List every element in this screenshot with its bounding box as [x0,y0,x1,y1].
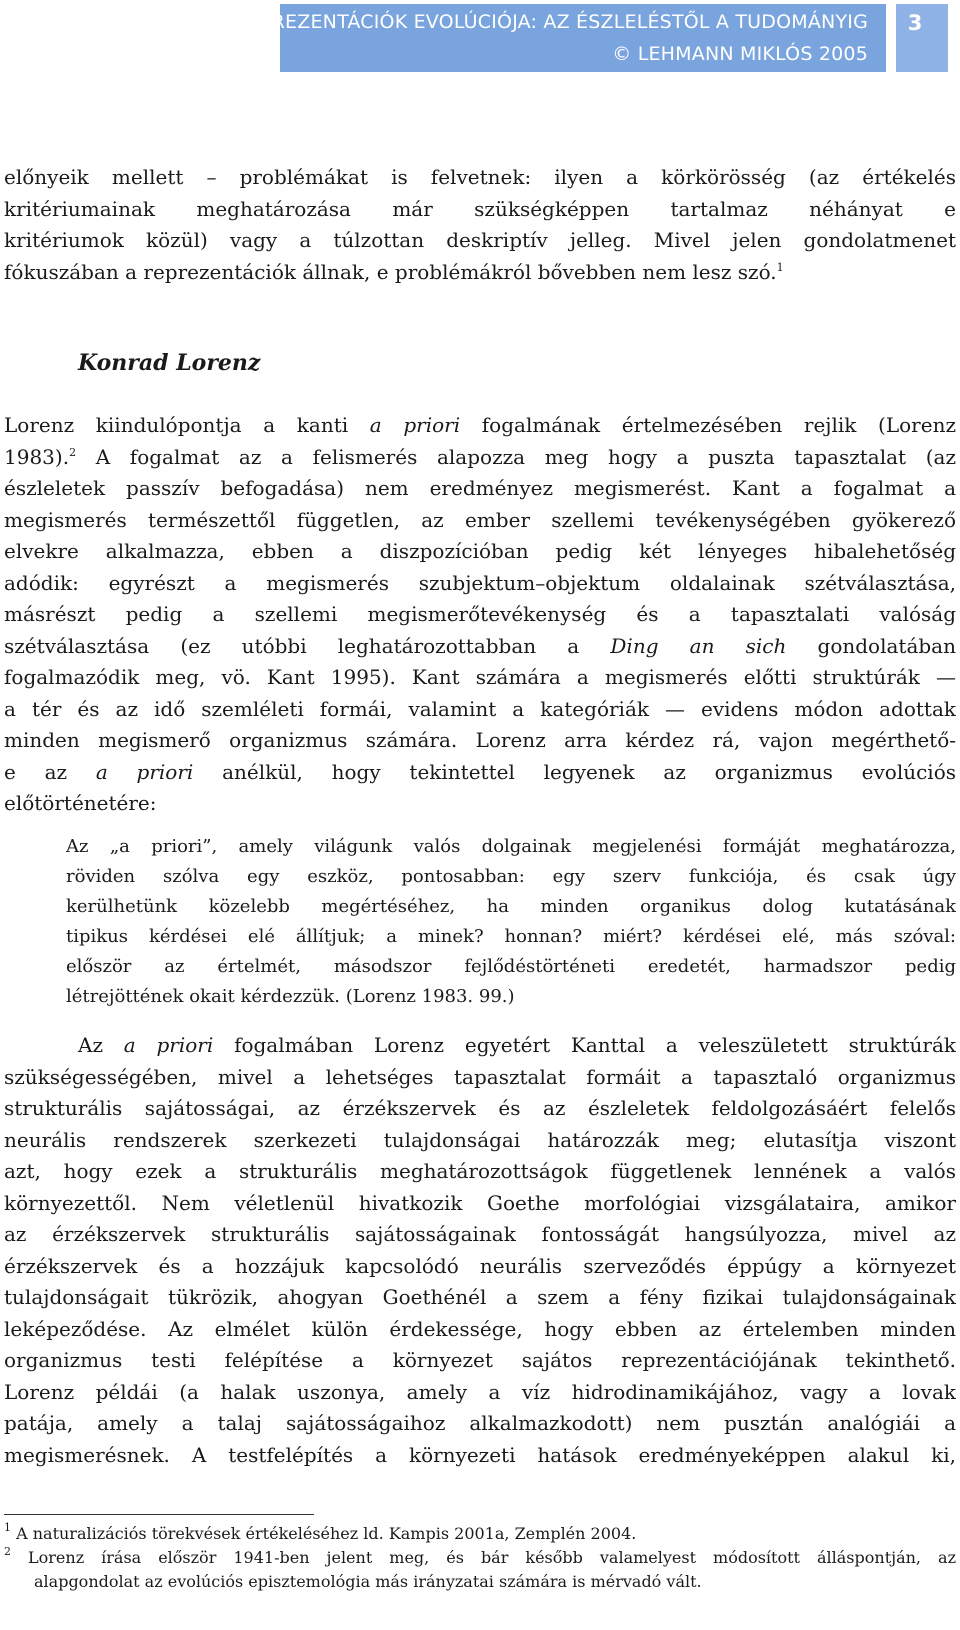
text-line: az érzékszervek strukturális sajátosságainak fontosságát hangsúlyozza, mivel az [4,1222,956,1246]
quote-line: kerülhetünk közelebb megértéséhez, ha minden organikus dolog kutatásának [66,896,956,917]
text-line: minden megismerő organizmus számára. Lorenz arra kérdez rá, vajon megérthető- [4,728,956,752]
text-line: 1983).$^2$ A fogalmat az a felismerés alapozza meg hogy a puszta tapasztalat (az [4,444,956,469]
footnote-divider [4,1514,314,1515]
footnote-1 [4,1522,956,1546]
text-line: előtörténetére: [4,791,157,815]
paragraph-lorenz [4,410,956,820]
emphasis: a priori [123,1033,214,1057]
text-line: másrészt pedig a szellemi megismerőtevékenység és a tapasztalati valóság [4,602,956,626]
page-number: 3 [907,11,923,35]
text-line: organizmus testi felépítése a környezet sajátos reprezentációjának tekinthető. [4,1348,956,1372]
text-line [4,257,956,289]
block-quote [66,832,956,1012]
text-line: a tér és az idő szemléleti formái, valamint a kategóriák — evidens módon adottak [4,696,956,721]
text-line: kritériumok közül) vagy a túlzottan deskriptív jelleg. Mivel jelen gondolatmenet [4,228,956,252]
text-line: megismerés természettől független, az ember szellemi tevékenységében gyökerező [4,507,956,532]
paragraph-intro [4,162,956,288]
page-number-box [896,4,948,72]
footnotes [4,1522,956,1594]
emphasis: Ding an sich [610,633,787,658]
quote-line: Az „a priori”, amely világunk valós dolgainak megjelenési formáját meghatározza, [66,836,956,857]
text-line: leképeződése. Az elmélet külön érdekessége, hogy ebben az értelemben minden [4,1316,956,1341]
section-heading: Konrad Lorenz [78,350,261,376]
text-line: szükségességében, mivel a lehetséges tapasztalat formáit a tapasztaló organizmus [4,1064,956,1089]
paragraph-apriori [4,1030,956,1471]
quote-line: tipikus kérdései elé állítjuk; a minek? honnan? miért? kérdései elé, más szóval: [66,926,956,947]
page-header [0,4,960,72]
footnote-ref[interactable]: 1 [776,260,784,274]
text-line: kritériumainak meghatározása már szükségképpen tartalmaz néhányat e [4,196,956,221]
text-line: érzékszervek és a hozzájuk kapcsolódó neurális szerveződés éppúgy a környezet [4,1253,956,1278]
text-line: patája, amely a talaj sajátosságaihoz alkalmazkodott) nem pusztán analógiái a [4,1411,956,1435]
text-line: környezettől. Nem véletlenül hivatkozik Goethe morfológiai vizsgálataira, amikor [4,1190,956,1215]
text-line: neurális rendszerek szerkezeti tulajdonságai határozzák meg; elutasítja viszont [4,1127,956,1152]
text-line: szétválasztása (ez utóbbi leghatározottabban a Ding an sich gondolatában [4,633,956,658]
footnote-mark: 1 [4,1522,11,1534]
text-line: észleletek passzív befogadása) nem eredményez megismerést. Kant a fogalmat a [4,476,956,500]
text-line: Lorenz példái (a halak uszonya, amely a víz hidrodinamikájához, vagy a lovak [4,1379,956,1404]
footnote-line: $^2$ Lorenz írása először 1941-ben jelent meg, és bár később valamelyest módosított álláspontján, az [4,1546,956,1567]
footnote-line: alapgondolat az evolúciós episztemológia más irányzatai számára is mérvadó vált. [34,1572,702,1591]
header-author: © LEHMANN MIKLÓS 2005 [612,43,868,65]
text-line: fogalmazódik meg, vö. Kant 1995). Kant számára a megismerés előtti struktúrák — [4,665,956,689]
footnote-line: $^1$ A naturalizációs törekvések értékeléséhez ld. Kampis 2001a, Zemplén 2004. [4,1522,637,1543]
text-line: Lorenz kiindulópontja a kanti a priori fogalmának értelmezésében rejlik (Lorenz [4,413,956,437]
text-line: azt, hogy ezek a strukturális meghatározottságok függetlenek lennének a valós [4,1159,956,1183]
quote-line: röviden szólva egy eszköz, pontosabban: egy szerv funkciója, és csak úgy [66,866,956,887]
emphasis: a priori [95,759,194,784]
text-line-content: fókuszában a reprezentációk állnak, e problémákról bővebben nem lesz szó. [4,259,777,284]
text-line: adódik: egyrészt a megismerés szubjektum–objektum oldalainak szétválasztása, [4,570,956,595]
text-line: Az a priori fogalmában Lorenz egyetért Kanttal a veleszületett struktúrák [78,1033,956,1057]
emphasis: a priori [369,413,461,437]
footnote-2 [4,1546,956,1594]
footnote-mark: 2 [4,1546,11,1558]
quote-line: először az értelmét, másodszor fejlődéstörténeti eredetét, harmadszor pedig [66,956,956,977]
quote-line: létrejöttének okait kérdezzük. (Lorenz 1983. 99.) [66,986,515,1007]
text-line: megismerésnek. A testfelépítés a környezeti hatások eredményeképpen alakul ki, [4,1442,956,1467]
text-line: e az a priori anélkül, hogy tekintettel legyenek az organizmus evolúciós [4,759,956,784]
header-title: A REPREZENTÁCIÓK EVOLÚCIÓJA: AZ ÉSZLELÉSTŐL A TUDOMÁNYIG [214,11,868,33]
text-line: előnyeik mellett – problémákat is felvetnek: ilyen a körkörösség (az értékelés [4,165,956,189]
text-line: elvekre alkalmazza, ebben a diszpozícióban pedig két lényeges hibalehetőség [4,539,956,563]
text-line: tulajdonságait tükrözik, ahogyan Goethénél a szem a fény fizikai tulajdonságainak [4,1285,956,1309]
footnote-ref[interactable]: 2 [69,445,77,459]
text-line: strukturális sajátosságai, az érzékszervek és az észleletek feldolgozásáért felelős [4,1096,956,1120]
